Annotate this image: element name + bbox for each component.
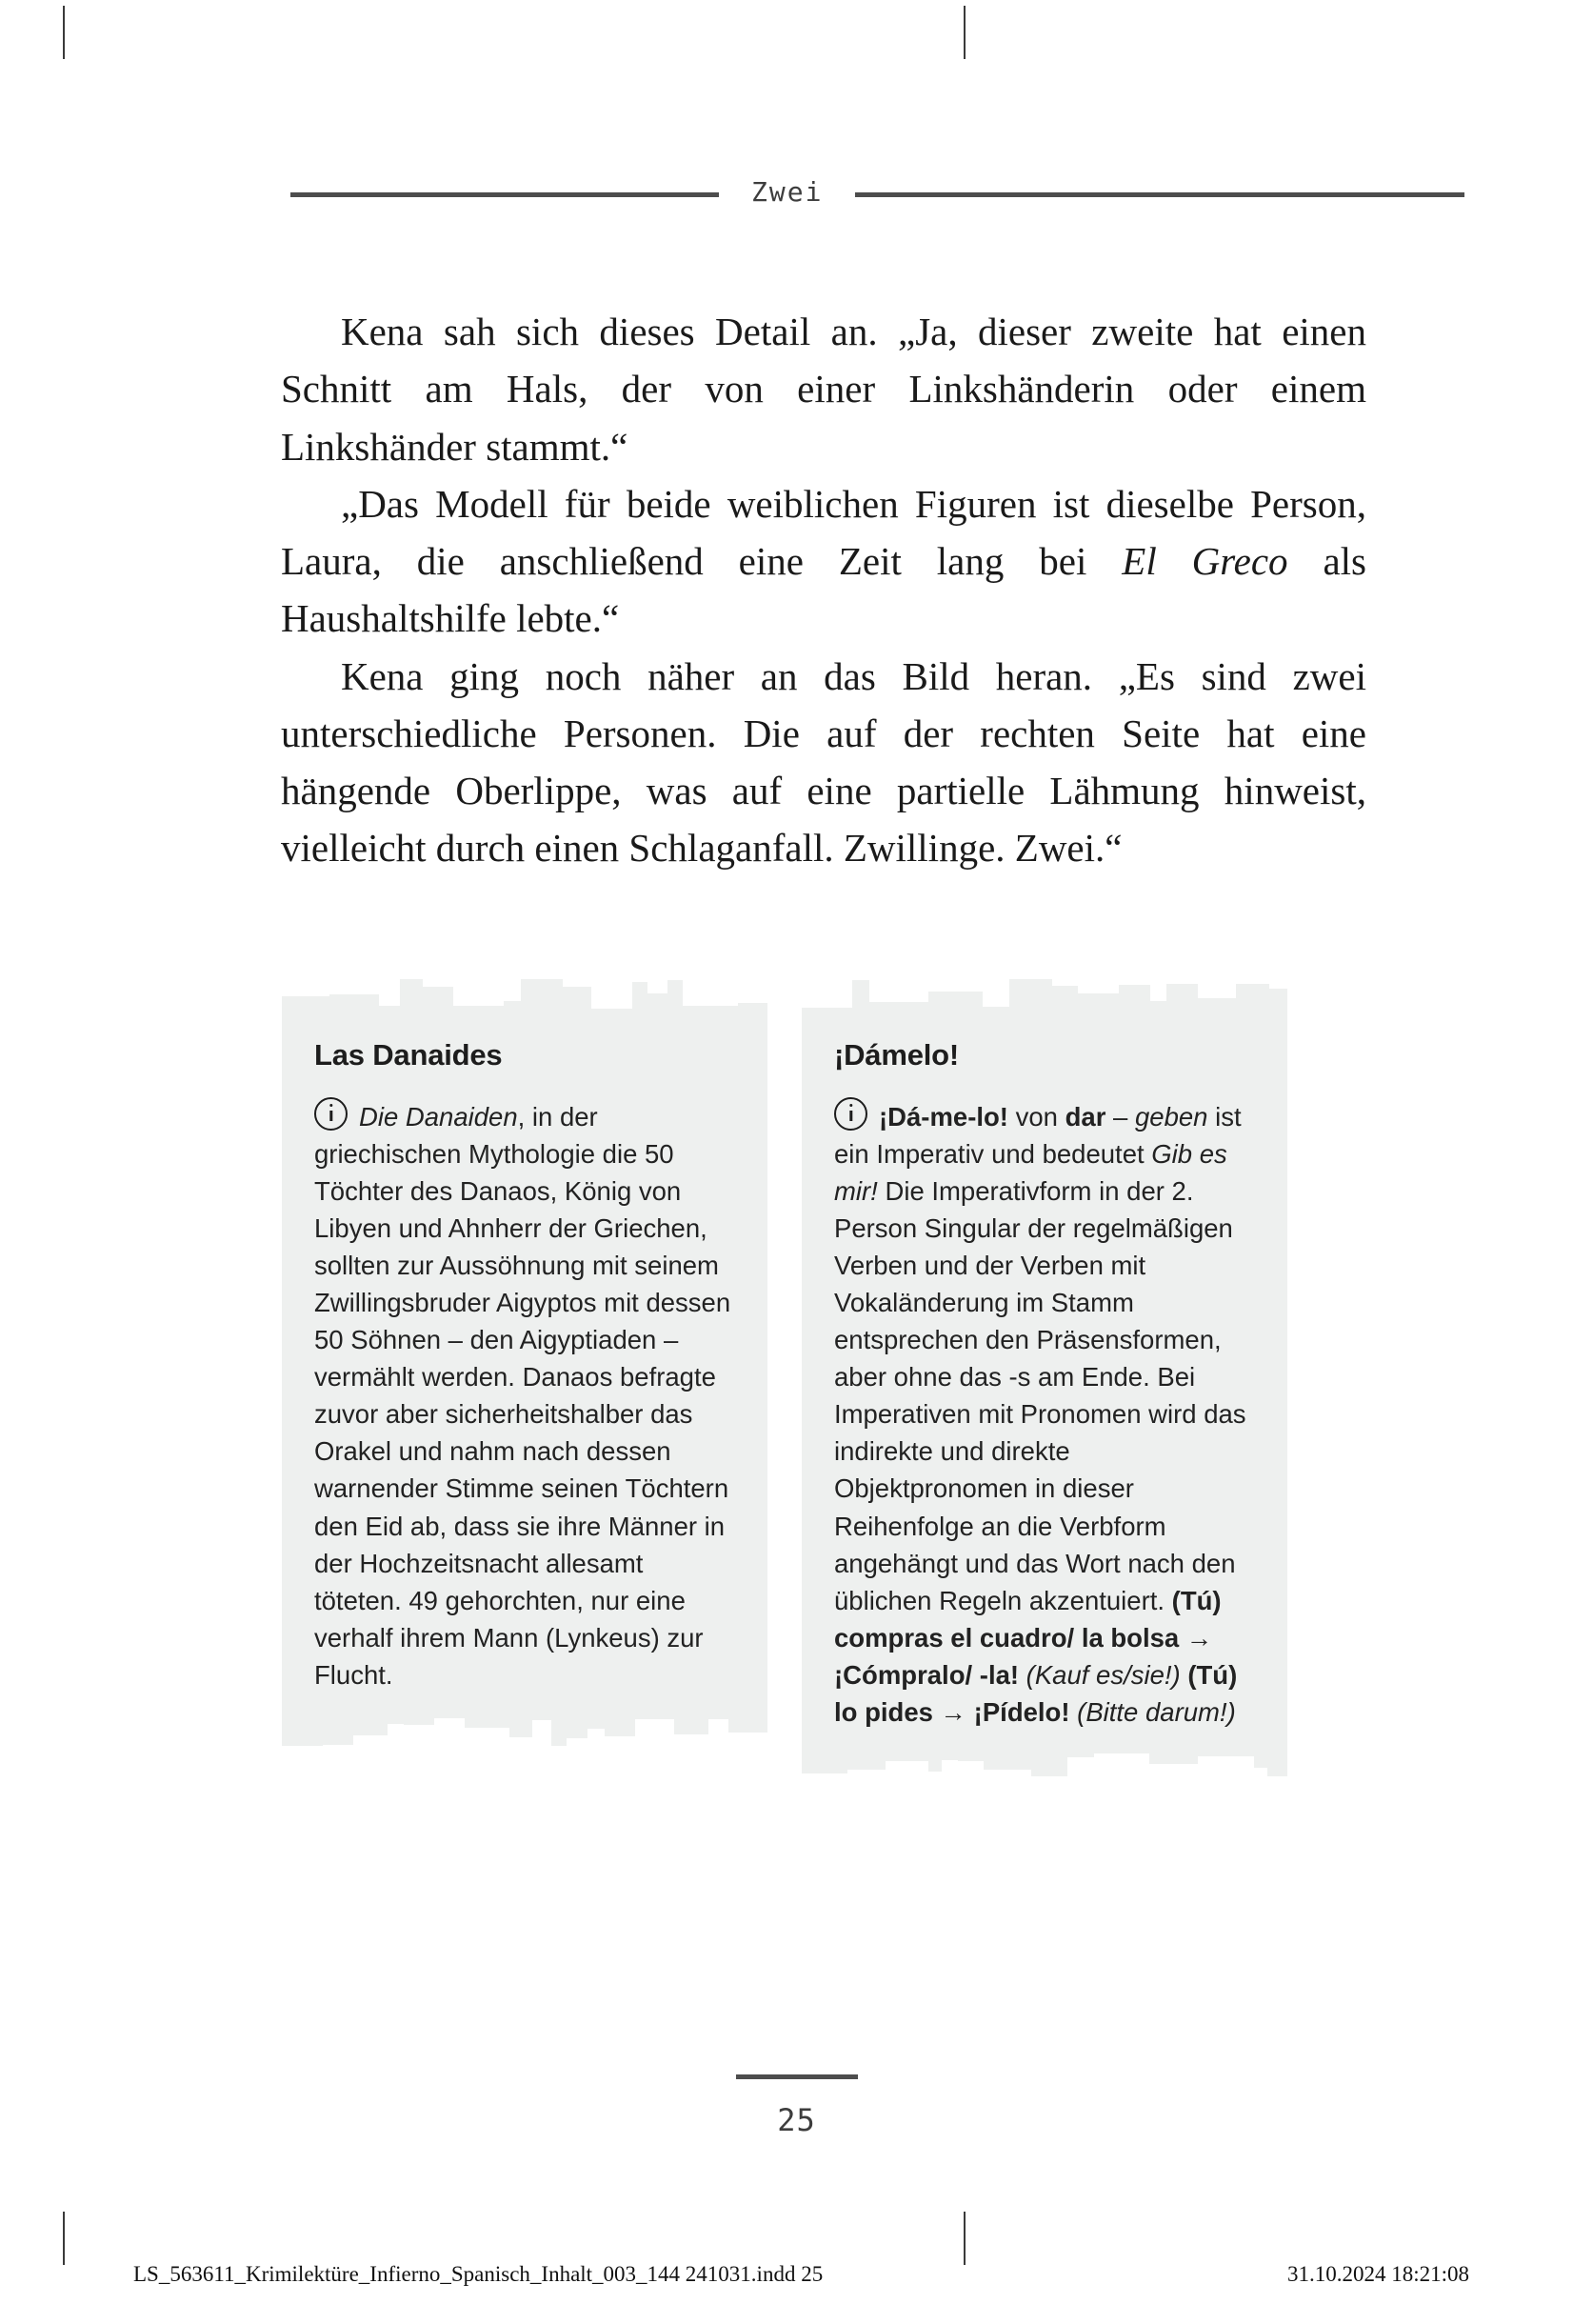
info-box-row: [282, 972, 1375, 1792]
info-box-text: Die Danaiden, in der griechischen Mythologie die 50 Töchter des Danaos, König von Libyen und Ahnherr der Griechen, sollten zur Aussöhnung mit seinem Zwillingsbruder Aigyptos mit dessen 50 Söhnen – den Aigyptiaden – vermählt werden. Danaos befragte zuvor aber sicherheitshalber das Orakel und nahm nach dessen warnender Stimme seinen Töchtern den Eid ab, dass sie ihre Männer in der Hochzeitsnacht allesamt töteten. 49 gehorchten, nur eine verhalf ihrem Mann (Lynkeus) zur Flucht.: [314, 1097, 735, 1693]
emphasis: El Greco: [1122, 539, 1288, 584]
info-box-title: ¡Dámelo!: [834, 1038, 960, 1072]
emphasis: (Bitte darum!): [1077, 1696, 1236, 1727]
folio-rule: [736, 2074, 858, 2079]
emphasis: (Kauf es/sie!): [1025, 1659, 1181, 1690]
crop-mark-top-left: [63, 6, 65, 59]
slug-timestamp: 31.10.2024 18:21:08: [1286, 2262, 1469, 2286]
info-box-las-danaides: [282, 972, 767, 1754]
crop-mark-top-right: [964, 6, 966, 59]
torn-edge: [282, 972, 767, 1012]
running-head: [290, 176, 1538, 210]
emphasis: Die Danaiden: [359, 1102, 518, 1132]
body-paragraph: Kena ging noch näher an das Bild heran. „Es sind zwei unterschiedliche Personen. Die auf der rechten Seite hat eine hängende Oberlippe, was auf eine partielle Lähmung hinweist, vielleicht durch einen Schlaganfall. Zwillinge. Zwei.“: [281, 653, 1366, 871]
body-text: [281, 303, 1366, 877]
emphasis: Gib es mir!: [834, 1139, 1227, 1207]
info-circle-icon: [314, 1097, 348, 1131]
info-box-title: Las Danaides: [314, 1038, 503, 1072]
chapter-title: Zwei: [751, 176, 824, 208]
body-paragraph: „Das Modell für beide weiblichen Figuren ist dieselbe Person, Laura, die anschließend eine Zeit lang bei El Greco als Haushaltshilfe lebte.“: [281, 481, 1367, 641]
folio: [0, 2074, 1593, 2138]
strong: (Tú) lo pides → ¡Pídelo!: [834, 1659, 1238, 1727]
running-head-rule-left: [290, 192, 719, 197]
crop-mark-bottom-left: [63, 2212, 65, 2265]
running-head-rule-right: [855, 192, 1464, 197]
slug-filename: LS_563611_Krimilektüre_Infierno_Spanisch_Inhalt_003_144 241031.indd 25: [133, 2262, 824, 2286]
body-paragraph: Kena sah sich dieses Detail an. „Ja, dieser zweite hat einen Schnitt am Hals, der von einer Linkshänderin oder einem Linkshänder stammt.“: [281, 310, 1366, 469]
torn-edge: [282, 1714, 767, 1754]
info-box-damelo: [802, 972, 1287, 1792]
info-circle-icon: [834, 1097, 867, 1131]
info-box-paper: [802, 972, 1287, 1792]
torn-edge: [802, 1752, 1287, 1792]
page-number: 25: [777, 2102, 816, 2138]
crop-mark-bottom-right: [964, 2212, 966, 2265]
torn-edge: [802, 972, 1287, 1012]
strong: dar: [1065, 1102, 1106, 1132]
strong: ¡Dá-me-lo!: [879, 1102, 1008, 1132]
info-box-paper: [282, 972, 767, 1754]
strong: (Tú) compras el cuadro/ la bolsa → ¡Cómpralo/ -la!: [834, 1585, 1222, 1690]
info-box-text: ¡Dá-me-lo! von dar – geben ist ein Imperativ und bedeutet Gib es mir! Die Imperativform in der 2. Person Singular der regelmäßigen Verben und der Verben mit Vokaländerung im Stamm entsprechen den Präsensformen, aber ohne das -s am Ende. Bei Imperativen mit Pronomen wird das indirekte und direkte Objektpronomen in dieser Reihenfolge an die Verbform angehängt und das Wort nach den üblichen Regeln akzentuiert. (Tú) compras el cuadro/ la bolsa → ¡Cómpralo/ -la! (Kauf es/sie!) (Tú) lo pides → ¡Pídelo! (Bitte darum!): [834, 1097, 1255, 1731]
emphasis: geben: [1134, 1102, 1208, 1132]
